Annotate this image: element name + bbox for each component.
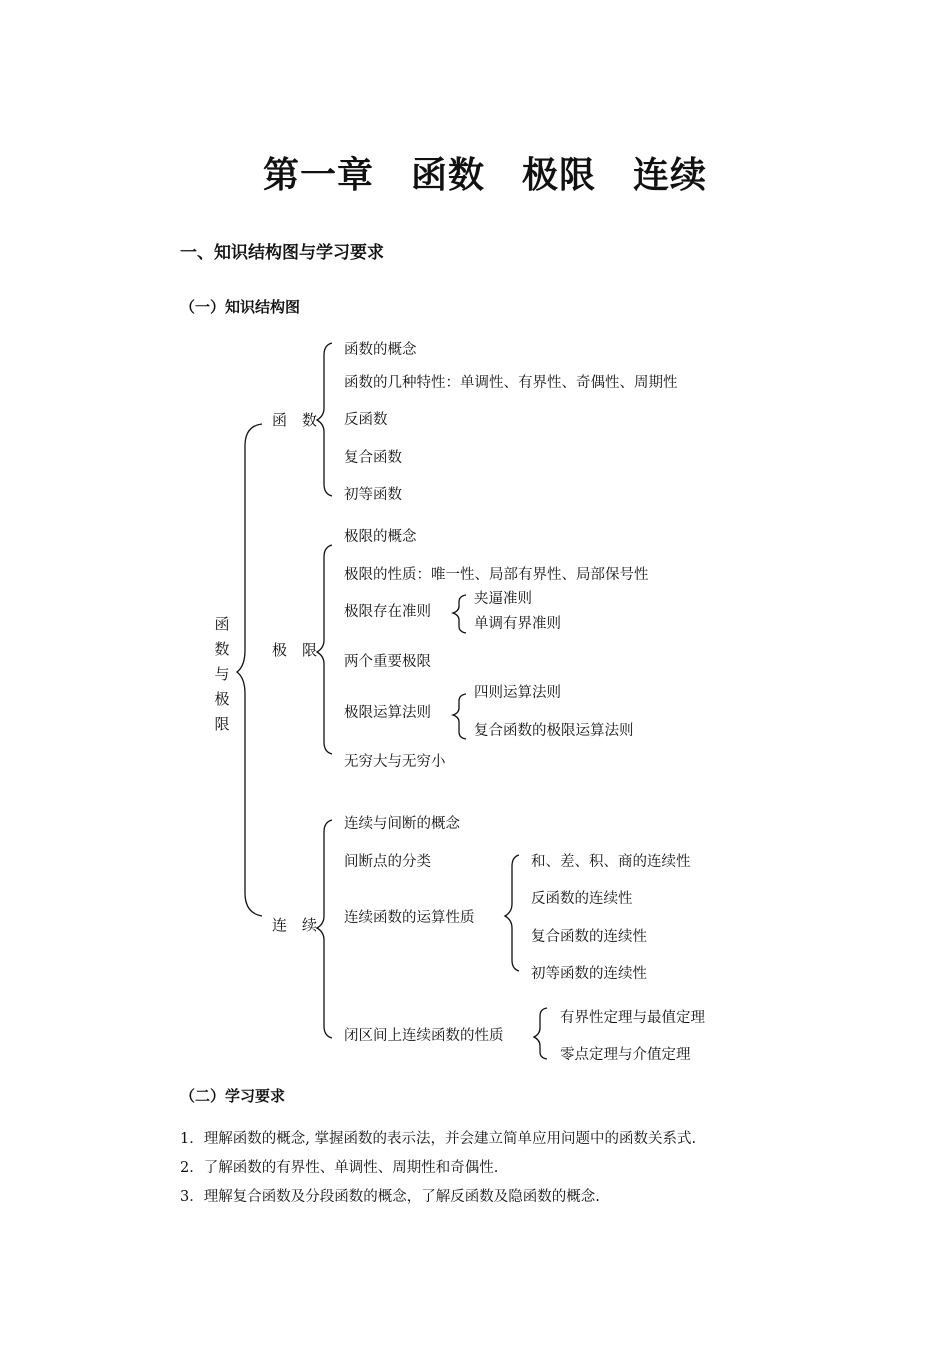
limit-ops-item: 四则运算法则 [474,685,561,701]
func-item: 函数的概念 [344,342,417,358]
cont-item: 闭区间上连续函数的性质 [344,1028,504,1044]
section-heading-structure: 一、知识结构图与学习要求 [180,243,384,263]
cont-closed-item: 有界性定理与最值定理 [560,1010,705,1026]
limit-item: 两个重要极限 [344,654,431,670]
requirement-item: 3．理解复合函数及分段函数的概念，了解反函数及隐函数的概念. [180,1189,600,1205]
limit-criteria-item: 单调有界准则 [474,616,561,632]
brace-cont [317,820,332,1038]
brace-cont-closed [534,1008,547,1059]
limit-item: 极限运算法则 [344,705,431,721]
brace-root [237,424,262,916]
cont-item: 连续函数的运算性质 [344,910,475,926]
requirement-item: 1．理解函数的概念, 掌握函数的表示法，并会建立简单应用问题中的函数关系式. [180,1131,697,1147]
branch-cont-label: 连 续 [272,916,318,934]
cont-ops-item: 初等函数的连续性 [531,966,647,982]
branch-func-label: 函 数 [272,411,318,429]
root-char: 数 [214,640,230,658]
limit-item: 极限存在准则 [344,604,431,620]
limit-item: 极限的概念 [344,529,417,545]
cont-ops-item: 反函数的连续性 [531,891,633,907]
subsection-heading-requirements: （二）学习要求 [180,1087,286,1105]
requirement-item: 2．了解函数的有界性、单调性、周期性和奇偶性. [180,1160,499,1176]
root-char: 限 [214,715,230,733]
func-item: 函数的几种特性：单调性、有界性、奇偶性、周期性 [344,375,678,391]
tree-root-label [213,612,231,737]
func-item: 反函数 [344,412,388,428]
cont-item: 连续与间断的概念 [344,816,460,832]
cont-ops-item: 复合函数的连续性 [531,929,647,945]
limit-item: 极限的性质：唯一性、局部有界性、局部保号性 [344,567,649,583]
cont-item: 间断点的分类 [344,854,431,870]
cont-closed-item: 零点定理与介值定理 [560,1047,691,1063]
brace-limit [317,545,332,754]
root-char: 极 [214,690,230,708]
branch-limit-label: 极 限 [272,641,318,659]
func-item: 复合函数 [344,450,402,466]
limit-ops-item: 复合函数的极限运算法则 [474,723,634,739]
brace-cont-ops [505,855,519,971]
limit-item: 无穷大与无穷小 [344,754,446,770]
page-title: 第一章 函数 极限 连续 [263,155,708,196]
func-item: 初等函数 [344,487,402,503]
subsection-heading-diagram: （一）知识结构图 [180,298,301,316]
brace-limit-criteria [453,595,466,633]
brace-limit-ops [453,694,466,739]
brace-func [317,343,332,496]
limit-criteria-item: 夹逼准则 [474,591,532,607]
cont-ops-item: 和、差、积、商的连续性 [531,854,691,870]
root-char: 与 [214,665,230,683]
root-char: 函 [214,615,230,633]
